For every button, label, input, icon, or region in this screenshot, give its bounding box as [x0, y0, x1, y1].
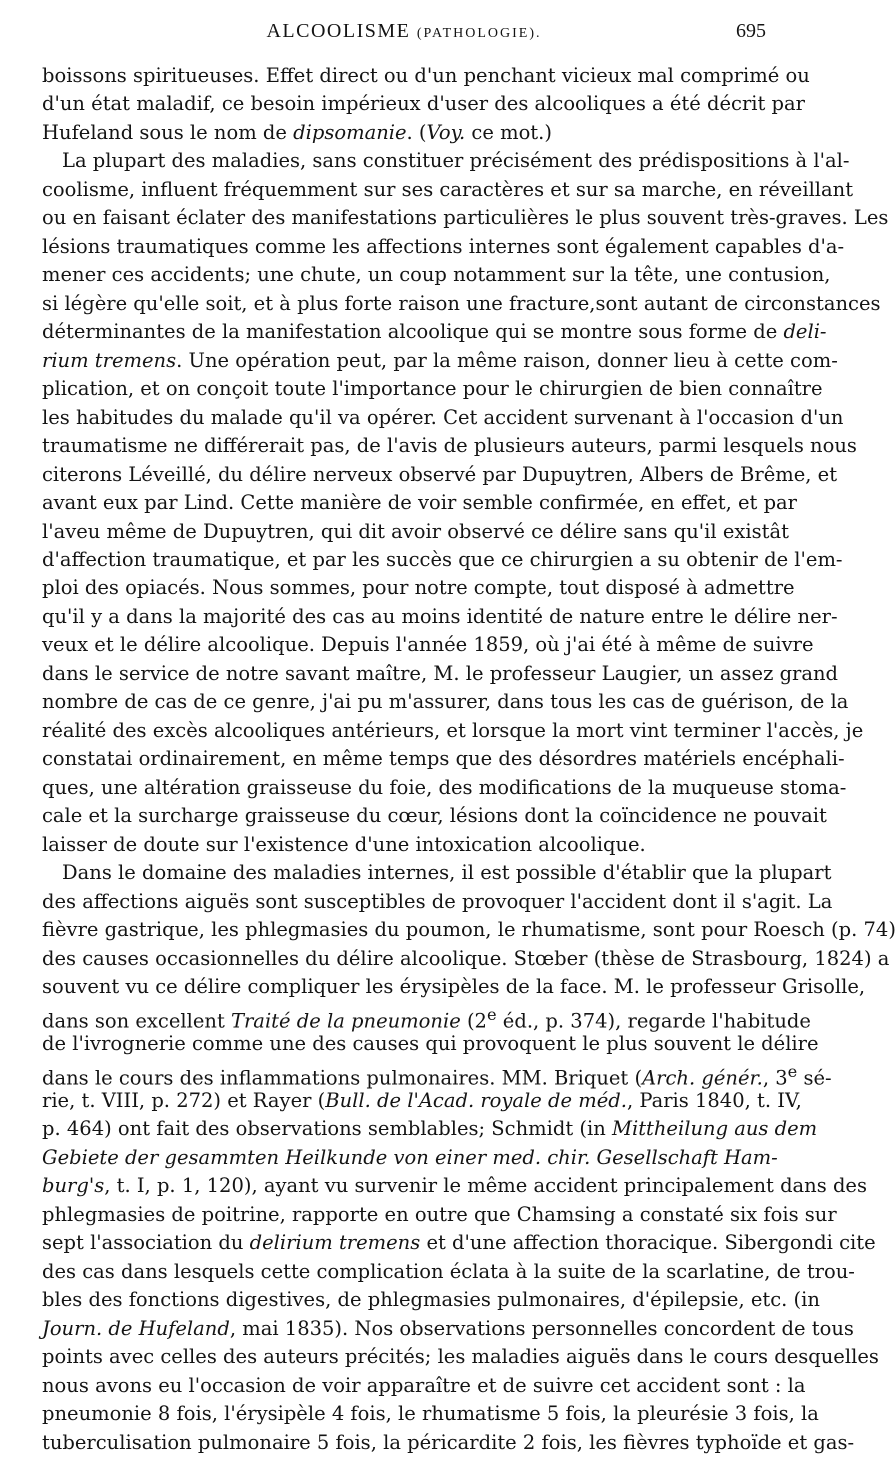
text-line: Hufeland sous le nom de dipsomanie. (Voy. ce mot.): [42, 120, 552, 144]
text-line: rium tremens. Une opération peut, par la même raison, donner lieu à cette com-: [42, 348, 838, 372]
text-line: des causes occasionnelles du délire alcoolique. Stœber (thèse de Strasbourg, 1824) a: [42, 946, 890, 970]
text-line: nous avons eu l'occasion de voir apparaître et de suivre cet accident sont : la: [42, 1373, 806, 1397]
text-line: de l'ivrognerie comme une des causes qui provoquent le plus souvent le délire: [42, 1031, 819, 1055]
text-line: citerons Léveillé, du délire nerveux observé par Dupuytren, Albers de Brême, et: [42, 462, 838, 486]
text-line: sept l'association du delirium tremens et d'une affection thoracique. Sibergondi cite: [42, 1231, 876, 1255]
text-line: coolisme, influent fréquemment sur ses caractères et sur sa marche, en réveillant: [42, 177, 854, 201]
running-header: [42, 20, 766, 48]
text-line: bles des fonctions digestives, de phlegmasies pulmonaires, d'épilepsie, etc. (in: [42, 1288, 820, 1312]
text-line: constatai ordinairement, en même temps que des désordres matériels encéphali-: [42, 747, 845, 771]
text-line: rie, t. VIII, p. 272) et Rayer (Bull. de l'Acad. royale de méd., Paris 1840, t. IV,: [42, 1088, 802, 1112]
text-line: avant eux par Lind. Cette manière de voir semble confirmée, en effet, et par: [42, 491, 798, 515]
text-line: cale et la surcharge graisseuse du cœur, lésions dont la coïncidence ne pouvait: [42, 804, 827, 828]
text-line: plication, et on conçoit toute l'importance pour le chirurgien de bien connaître: [42, 377, 823, 401]
text-line: l'aveu même de Dupuytren, qui dit avoir observé ce délire sans qu'il existât: [42, 519, 789, 543]
text-line: des affections aiguës sont susceptibles de provoquer l'accident dont il s'agit. La: [42, 889, 833, 913]
text-line: réalité des excès alcooliques antérieurs, et lorsque la mort vint terminer l'accès, je: [42, 718, 864, 742]
text-line: des cas dans lesquels cette complication éclata à la suite de la scarlatine, de trou-: [42, 1259, 855, 1283]
text-line: fièvre gastrique, les phlegmasies du poumon, le rhumatisme, sont pour Roesch (p. 74): [42, 918, 896, 942]
text-line: qu'il y a dans la majorité des cas au moins identité de nature entre le délire ner-: [42, 604, 838, 628]
text-line: Gebiete der gesammten Heilkunde von einer med. chir. Gesellschaft Ham-: [42, 1145, 778, 1169]
text-line: points avec celles des auteurs précités; les maladies aiguës dans le cours desquelles: [42, 1345, 879, 1369]
running-title: [42, 20, 766, 43]
text-line: tuberculisation pulmonaire 5 fois, la péricardite 2 fois, les fièvres typhoïde et gas-: [42, 1430, 855, 1454]
header-subtitle: (PATHOLOGIE).: [416, 26, 542, 41]
text-line: déterminantes de la manifestation alcoolique qui se montre sous forme de deli-: [42, 320, 827, 344]
text-line: p. 464) ont fait des observations semblables; Schmidt (in Mittheilung aus dem: [42, 1117, 818, 1141]
text-line: ques, une altération graisseuse du foie, des modifications de la muqueuse stoma-: [42, 775, 847, 799]
text-line: mener ces accidents; une chute, un coup notamment sur la tête, une contusion,: [42, 263, 831, 287]
text-line: La plupart des maladies, sans constituer précisément des prédispositions à l'al-: [62, 149, 850, 173]
text-line: phlegmasies de poitrine, rapporte en outre que Chamsing a constaté six fois sur: [42, 1202, 837, 1226]
text-line: Dans le domaine des maladies internes, il est possible d'établir que la plupart: [62, 861, 832, 885]
text-line: laisser de doute sur l'existence d'une intoxication alcoolique.: [42, 832, 646, 856]
text-line: ploi des opiacés. Nous sommes, pour notre compte, tout disposé à admettre: [42, 576, 795, 600]
text-line: d'affection traumatique, et par les succès que ce chirurgien a su obtenir de l'em-: [42, 547, 843, 571]
body-text: [42, 62, 896, 1457]
text-line: dans son excellent Traité de la pneumonie (2e éd., p. 374), regarde l'habitude: [42, 1005, 811, 1033]
text-line: nombre de cas de ce genre, j'ai pu m'assurer, dans tous les cas de guérison, de la: [42, 690, 849, 714]
page-number: 695: [736, 20, 766, 42]
header-title: ALCOOLISME: [266, 20, 411, 42]
text-line: burg's, t. I, p. 1, 120), ayant vu survenir le même accident principalement dans des: [42, 1174, 867, 1198]
text-line: si légère qu'elle soit, et à plus forte raison une fracture,sont autant de circonstances: [42, 291, 881, 315]
text-line: d'un état maladif, ce besoin impérieux d'user des alcooliques a été décrit par: [42, 92, 805, 116]
text-line: veux et le délire alcoolique. Depuis l'année 1859, où j'ai été à même de suivre: [42, 633, 814, 657]
text-line: les habitudes du malade qu'il va opérer. Cet accident survenant à l'occasion d'un: [42, 405, 844, 429]
text-line: pneumonie 8 fois, l'érysipèle 4 fois, le rhumatisme 5 fois, la pleurésie 3 fois, la: [42, 1402, 819, 1426]
text-line: boissons spiritueuses. Effet direct ou d'un penchant vicieux mal comprimé ou: [42, 64, 810, 87]
text-line: souvent vu ce délire compliquer les érysipèles de la face. M. le professeur Grisolle,: [42, 975, 866, 998]
text-line: traumatisme ne différerait pas, de l'avis de plusieurs auteurs, parmi lesquels nous: [42, 434, 857, 458]
text-line: lésions traumatiques comme les affections internes sont également capables d'a-: [42, 234, 845, 258]
text-line: dans le cours des inflammations pulmonaires. MM. Briquet (Arch. génér., 3e sé-: [42, 1062, 832, 1090]
text-line: ou en faisant éclater des manifestations particulières le plus souvent très-graves. Les: [42, 206, 889, 230]
text-line: Journ. de Hufeland, mai 1835). Nos observations personnelles concordent de tous: [42, 1316, 854, 1340]
text-line: dans le service de notre savant maître, M. le professeur Laugier, un assez grand: [42, 661, 839, 685]
